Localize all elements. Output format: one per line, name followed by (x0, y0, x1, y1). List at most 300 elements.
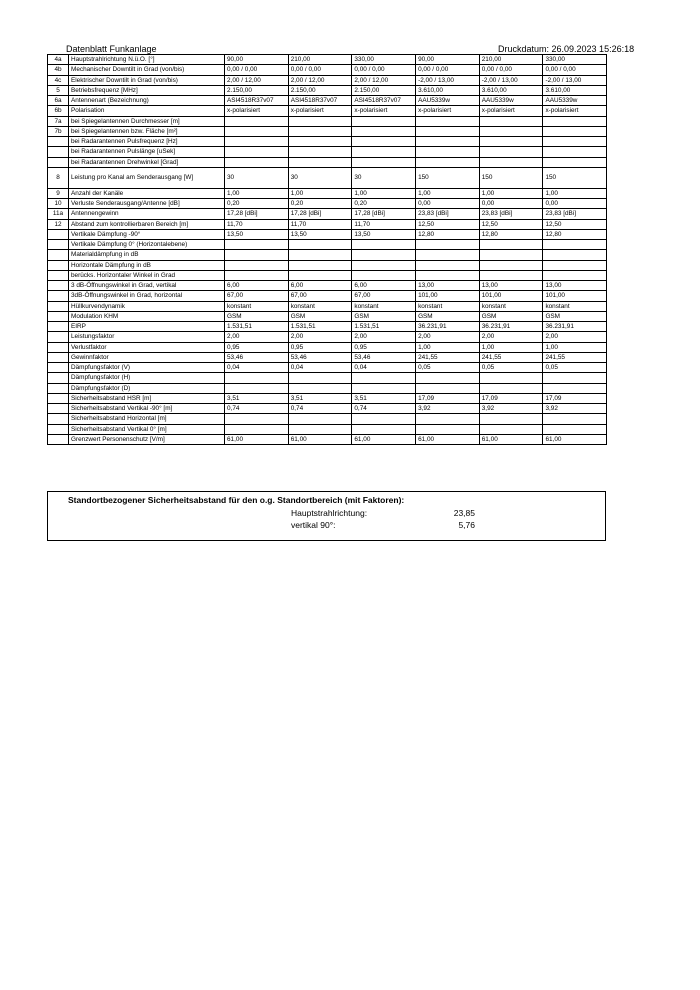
vertical-label: vertikal 90°: (291, 520, 336, 530)
row-label: Gewinnfaktor (69, 352, 225, 362)
print-date: Druckdatum: 26.09.2023 15:26:18 (498, 44, 635, 54)
value-cell: 1.531,51 (352, 322, 416, 332)
value-cell: 1,00 (543, 342, 607, 352)
table-row (48, 434, 607, 444)
value-cell: 0,00 (416, 199, 480, 209)
value-cell: konstant (352, 301, 416, 311)
value-cell: 30 (288, 167, 352, 188)
table-row (48, 96, 607, 106)
value-cell: 101,00 (543, 291, 607, 301)
row-number: 7a (48, 116, 69, 126)
row-number (48, 414, 69, 424)
value-cell: 12,50 (479, 219, 543, 229)
row-label: Sicherheitsabstand Vertikal -90° [m] (69, 404, 225, 414)
value-cell: 67,00 (288, 291, 352, 301)
row-number (48, 322, 69, 332)
value-cell: 0,00 / 0,00 (479, 65, 543, 75)
table-row (48, 393, 607, 403)
row-number: 4c (48, 75, 69, 85)
table-row (48, 147, 607, 157)
value-cell (416, 126, 480, 136)
row-label: berücks. Horizontaler Winkel in Grad (69, 270, 225, 280)
main-direction-value: 23,85 (453, 508, 475, 518)
value-cell: 1.531,51 (288, 322, 352, 332)
value-cell (288, 424, 352, 434)
table-row (48, 167, 607, 188)
value-cell: AAU5339w (543, 96, 607, 106)
table-row (48, 219, 607, 229)
value-cell: 6,00 (288, 281, 352, 291)
value-cell: GSM (479, 311, 543, 321)
value-cell (225, 126, 289, 136)
row-number (48, 352, 69, 362)
row-label: 3dB-Öffnungswinkel in Grad, horizontal (69, 291, 225, 301)
value-cell: 53,46 (225, 352, 289, 362)
value-cell: 6,00 (225, 281, 289, 291)
table-row (48, 424, 607, 434)
value-cell: 0,04 (288, 363, 352, 373)
table-row (48, 106, 607, 116)
row-number (48, 434, 69, 444)
value-cell: 36.231,91 (543, 322, 607, 332)
row-label: Leistungsfaktor (69, 332, 225, 342)
value-cell (416, 383, 480, 393)
row-label: Abstand zum kontrollierbaren Bereich [m] (69, 219, 225, 229)
value-cell (543, 424, 607, 434)
value-cell: 1,00 (416, 188, 480, 198)
value-cell: 3,51 (352, 393, 416, 403)
value-cell (288, 270, 352, 280)
value-cell: 2,00 (479, 332, 543, 342)
value-cell: ASI4518R37v07 (352, 96, 416, 106)
row-label: bei Spiegelantennen bzw. Fläche [m²] (69, 126, 225, 136)
value-cell (288, 240, 352, 250)
table-row (48, 270, 607, 280)
value-cell (543, 414, 607, 424)
row-number (48, 240, 69, 250)
value-cell: 0,00 / 0,00 (543, 65, 607, 75)
value-cell (416, 373, 480, 383)
row-label: Betriebsfrequenz [MHz] (69, 85, 225, 95)
value-cell: 11,70 (225, 219, 289, 229)
value-cell: 13,00 (416, 281, 480, 291)
row-number (48, 373, 69, 383)
table-row (48, 85, 607, 95)
value-cell: 2.150,00 (352, 85, 416, 95)
row-label: Dämpfungsfaktor (H) (69, 373, 225, 383)
value-cell: 67,00 (352, 291, 416, 301)
value-cell (352, 157, 416, 167)
value-cell (416, 260, 480, 270)
value-cell: 13,50 (288, 229, 352, 239)
value-cell: 61,00 (288, 434, 352, 444)
value-cell: 23,83 [dBi] (543, 209, 607, 219)
row-number: 6a (48, 96, 69, 106)
row-number (48, 424, 69, 434)
table-row (48, 332, 607, 342)
value-cell: konstant (543, 301, 607, 311)
row-label: Hauptstrahlrichtung N.ü.O. [°] (69, 55, 225, 65)
row-label: Sicherheitsabstand HSR [m] (69, 393, 225, 403)
value-cell: 11,70 (352, 219, 416, 229)
row-label: Verlustfaktor (69, 342, 225, 352)
row-number (48, 291, 69, 301)
value-cell: 61,00 (225, 434, 289, 444)
row-label: EIRP (69, 322, 225, 332)
row-number (48, 137, 69, 147)
value-cell: 1,00 (416, 342, 480, 352)
value-cell (479, 126, 543, 136)
value-cell: 17,09 (479, 393, 543, 403)
table-row (48, 240, 607, 250)
value-cell: 30 (352, 167, 416, 188)
value-cell: 0,00 / 0,00 (288, 65, 352, 75)
row-number: 4b (48, 65, 69, 75)
value-cell (479, 240, 543, 250)
row-number (48, 404, 69, 414)
vertical-value: 5,76 (458, 520, 475, 530)
table-row (48, 126, 607, 136)
value-cell (352, 373, 416, 383)
value-cell: 2.150,00 (288, 85, 352, 95)
value-cell (479, 414, 543, 424)
value-cell (479, 270, 543, 280)
row-label: Dämpfungsfaktor (D) (69, 383, 225, 393)
row-number (48, 229, 69, 239)
value-cell (288, 383, 352, 393)
row-number (48, 342, 69, 352)
value-cell: x-polarisiert (416, 106, 480, 116)
row-number (48, 332, 69, 342)
value-cell: 3,51 (225, 393, 289, 403)
value-cell: 0,74 (225, 404, 289, 414)
value-cell: 12,80 (479, 229, 543, 239)
value-cell (352, 126, 416, 136)
value-cell: 1,00 (288, 188, 352, 198)
value-cell: 0,05 (543, 363, 607, 373)
table-row (48, 373, 607, 383)
value-cell (416, 157, 480, 167)
row-label: Anzahl der Kanäle (69, 188, 225, 198)
value-cell (479, 116, 543, 126)
table-row (48, 311, 607, 321)
value-cell: 90,00 (416, 55, 480, 65)
value-cell: GSM (225, 311, 289, 321)
value-cell: 150 (543, 167, 607, 188)
row-label: Elektrischer Downtilt in Grad (von/bis) (69, 75, 225, 85)
value-cell: 210,00 (479, 55, 543, 65)
value-cell: 0,95 (288, 342, 352, 352)
row-number (48, 157, 69, 167)
table-row (48, 342, 607, 352)
value-cell: 61,00 (543, 434, 607, 444)
value-cell: 2,00 (352, 332, 416, 342)
value-cell: 13,00 (543, 281, 607, 291)
value-cell (352, 147, 416, 157)
row-label: bei Spiegelantennen Durchmesser [m] (69, 116, 225, 126)
value-cell: 241,55 (479, 352, 543, 362)
value-cell: 101,00 (479, 291, 543, 301)
row-label: Materialdämpfung in dB (69, 250, 225, 260)
value-cell (225, 240, 289, 250)
value-cell: x-polarisiert (288, 106, 352, 116)
row-number: 8 (48, 167, 69, 188)
value-cell (225, 116, 289, 126)
value-cell (416, 270, 480, 280)
row-label: bei Radarantennen Drehwinkel [Grad] (69, 157, 225, 167)
row-label: Hüllkurvendynamik (69, 301, 225, 311)
value-cell (416, 137, 480, 147)
value-cell: GSM (352, 311, 416, 321)
value-cell: 53,46 (288, 352, 352, 362)
value-cell (225, 424, 289, 434)
table-row (48, 363, 607, 373)
value-cell: 0,74 (352, 404, 416, 414)
row-label: Horizontale Dämpfung in dB (69, 260, 225, 270)
row-label: Modulation KHM (69, 311, 225, 321)
row-number: 5 (48, 85, 69, 95)
value-cell (352, 116, 416, 126)
table-row (48, 116, 607, 126)
table-row (48, 55, 607, 65)
table-row (48, 199, 607, 209)
summary-title: Standortbezogener Sicherheitsabstand für den o.g. Standortbereich (mit Faktoren): (68, 495, 405, 505)
value-cell (479, 383, 543, 393)
main-direction-label: Hauptstrahlrichtung: (291, 508, 368, 518)
value-cell: 6,00 (352, 281, 416, 291)
value-cell: konstant (225, 301, 289, 311)
value-cell (288, 373, 352, 383)
value-cell (225, 383, 289, 393)
value-cell: 0,00 / 0,00 (225, 65, 289, 75)
value-cell (543, 157, 607, 167)
value-cell: 2,00 / 12,00 (225, 75, 289, 85)
row-label: Dämpfungsfaktor (V) (69, 363, 225, 373)
value-cell: 13,50 (225, 229, 289, 239)
table-row (48, 352, 607, 362)
value-cell: 330,00 (352, 55, 416, 65)
value-cell (543, 250, 607, 260)
value-cell: 12,80 (543, 229, 607, 239)
value-cell (352, 250, 416, 260)
table-row (48, 75, 607, 85)
value-cell: 0,05 (479, 363, 543, 373)
value-cell (288, 250, 352, 260)
value-cell: GSM (416, 311, 480, 321)
row-number (48, 383, 69, 393)
row-number: 9 (48, 188, 69, 198)
value-cell: 17,28 [dBi] (288, 209, 352, 219)
value-cell: 3,92 (416, 404, 480, 414)
value-cell (225, 147, 289, 157)
value-cell: 1,00 (479, 342, 543, 352)
value-cell: 12,50 (543, 219, 607, 229)
value-cell (288, 414, 352, 424)
value-cell (543, 137, 607, 147)
value-cell (288, 126, 352, 136)
value-cell: 150 (479, 167, 543, 188)
value-cell: 101,00 (416, 291, 480, 301)
value-cell (416, 116, 480, 126)
row-number: 7b (48, 126, 69, 136)
value-cell: x-polarisiert (543, 106, 607, 116)
value-cell: 61,00 (416, 434, 480, 444)
value-cell (416, 147, 480, 157)
value-cell: 13,50 (352, 229, 416, 239)
table-row (48, 157, 607, 167)
value-cell: 13,00 (479, 281, 543, 291)
value-cell: 0,20 (225, 199, 289, 209)
value-cell (543, 373, 607, 383)
row-label: bei Radarantennen Pulsfrequenz [Hz] (69, 137, 225, 147)
row-number (48, 250, 69, 260)
value-cell (479, 147, 543, 157)
value-cell: 0,00 (479, 199, 543, 209)
value-cell: 0,95 (225, 342, 289, 352)
table-row (48, 188, 607, 198)
table-row (48, 260, 607, 270)
value-cell: 12,50 (416, 219, 480, 229)
value-cell (479, 250, 543, 260)
value-cell: 210,00 (288, 55, 352, 65)
value-cell: 0,00 / 0,00 (416, 65, 480, 75)
value-cell: 0,74 (288, 404, 352, 414)
value-cell: 1,00 (543, 188, 607, 198)
value-cell: 30 (225, 167, 289, 188)
value-cell: 17,28 [dBi] (352, 209, 416, 219)
value-cell (352, 137, 416, 147)
row-label: Verluste Senderausgang/Antenne [dB] (69, 199, 225, 209)
value-cell: 2,00 / 12,00 (288, 75, 352, 85)
table-row (48, 229, 607, 239)
row-label: Vertikale Dämpfung -90° (69, 229, 225, 239)
value-cell (543, 270, 607, 280)
value-cell (543, 147, 607, 157)
value-cell: 241,55 (416, 352, 480, 362)
value-cell (479, 137, 543, 147)
value-cell: 61,00 (479, 434, 543, 444)
value-cell: 2,00 (543, 332, 607, 342)
value-cell: 67,00 (225, 291, 289, 301)
value-cell: 23,83 [dBi] (416, 209, 480, 219)
value-cell: 17,28 [dBi] (225, 209, 289, 219)
table-row (48, 383, 607, 393)
value-cell (288, 260, 352, 270)
table-row (48, 209, 607, 219)
value-cell: 330,00 (543, 55, 607, 65)
row-number (48, 301, 69, 311)
row-label: Leistung pro Kanal am Senderausgang [W] (69, 167, 225, 188)
value-cell (479, 373, 543, 383)
value-cell (352, 260, 416, 270)
value-cell (352, 383, 416, 393)
value-cell (225, 414, 289, 424)
value-cell: 2,00 (225, 332, 289, 342)
value-cell (288, 157, 352, 167)
value-cell (416, 424, 480, 434)
value-cell (479, 157, 543, 167)
value-cell (288, 116, 352, 126)
value-cell: GSM (543, 311, 607, 321)
value-cell: AAU5339w (479, 96, 543, 106)
antenna-data-table (47, 54, 607, 445)
value-cell: 2.150,00 (225, 85, 289, 95)
row-number (48, 281, 69, 291)
value-cell: ASI4518R37v07 (225, 96, 289, 106)
row-label: Grenzwert Personenschutz [V/m] (69, 434, 225, 444)
value-cell: 0,00 (543, 199, 607, 209)
row-label: Sicherheitsabstand Vertikal 0° [m] (69, 424, 225, 434)
value-cell (225, 373, 289, 383)
row-label: 3 dB-Öffnungswinkel in Grad, vertikal (69, 281, 225, 291)
row-label: Mechanischer Downtilt in Grad (von/bis) (69, 65, 225, 75)
value-cell: 36.231,91 (479, 322, 543, 332)
table-row (48, 301, 607, 311)
value-cell: 1,00 (352, 188, 416, 198)
value-cell: 3.610,00 (543, 85, 607, 95)
value-cell (352, 270, 416, 280)
value-cell (288, 137, 352, 147)
value-cell: 0,04 (352, 363, 416, 373)
value-cell: 3,92 (543, 404, 607, 414)
table-row (48, 414, 607, 424)
row-number (48, 270, 69, 280)
document-title: Datenblatt Funkanlage (66, 44, 157, 54)
safety-distance-summary (47, 491, 606, 541)
value-cell (543, 126, 607, 136)
row-number (48, 147, 69, 157)
value-cell: 2,00 (416, 332, 480, 342)
row-number: 12 (48, 219, 69, 229)
value-cell: 53,46 (352, 352, 416, 362)
value-cell: 150 (416, 167, 480, 188)
value-cell: -2,00 / 13,00 (543, 75, 607, 85)
value-cell: 1,00 (479, 188, 543, 198)
value-cell: 241,55 (543, 352, 607, 362)
value-cell: ASI4518R37v07 (288, 96, 352, 106)
value-cell: 0,00 / 0,00 (352, 65, 416, 75)
value-cell: 36.231,91 (416, 322, 480, 332)
value-cell: 3.610,00 (416, 85, 480, 95)
value-cell (543, 260, 607, 270)
value-cell: 61,00 (352, 434, 416, 444)
value-cell: konstant (288, 301, 352, 311)
row-number (48, 393, 69, 403)
value-cell: 0,20 (288, 199, 352, 209)
value-cell (416, 414, 480, 424)
value-cell: x-polarisiert (352, 106, 416, 116)
value-cell (225, 137, 289, 147)
value-cell (479, 260, 543, 270)
row-label: Vertikale Dämpfung 0° (Horizontalebene) (69, 240, 225, 250)
value-cell: 0,04 (225, 363, 289, 373)
value-cell: 1,00 (225, 188, 289, 198)
value-cell: 90,00 (225, 55, 289, 65)
value-cell: konstant (416, 301, 480, 311)
table-body (48, 55, 607, 445)
value-cell (416, 250, 480, 260)
value-cell: x-polarisiert (225, 106, 289, 116)
value-cell: 2,00 / 12,00 (352, 75, 416, 85)
value-cell: 0,20 (352, 199, 416, 209)
row-number: 6b (48, 106, 69, 116)
row-label: Sicherheitsabstand Horizontal [m] (69, 414, 225, 424)
value-cell: 2,00 (288, 332, 352, 342)
value-cell (225, 157, 289, 167)
value-cell (479, 424, 543, 434)
value-cell (225, 250, 289, 260)
row-number: 10 (48, 199, 69, 209)
